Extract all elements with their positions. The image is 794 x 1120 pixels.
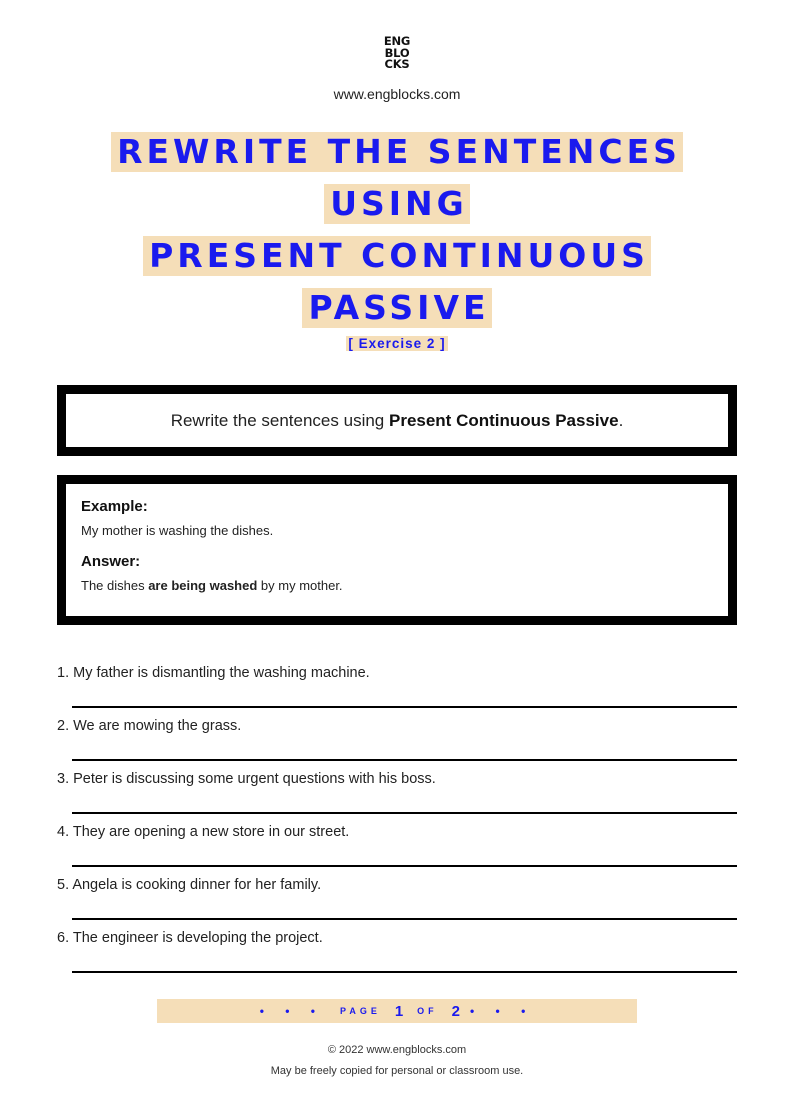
example-label: Example: [81,498,148,515]
pager-of-word: OF [417,1006,438,1016]
title-line-2: USING [324,184,470,224]
question-1: 1. My father is dismantling the washing machine. [57,665,370,681]
pager-dots-left: • • • [259,1004,324,1018]
answer-line-4[interactable] [72,865,737,867]
question-6: 6. The engineer is developing the project. [57,930,323,946]
logo-line-2: BLO [384,45,410,60]
example-box [57,475,737,625]
pager-dots-right: • • • [470,1004,535,1018]
instruction-suffix: . [618,410,624,430]
instruction-text [171,411,624,431]
example-text: My mother is washing the dishes. [81,523,274,538]
question-2: 2. We are mowing the grass. [57,718,242,734]
answer-bold: are being washed [148,578,258,593]
page-title [0,132,794,340]
question-4: 4. They are opening a new store in our street. [57,824,350,840]
title-line-1: REWRITE THE SENTENCES [111,132,683,172]
question-3: 3. Peter is discussing some urgent questions with his boss. [57,771,436,787]
logo-line-1: ENG [383,34,411,48]
logo-line-3: CKS [384,57,410,71]
page-indicator [157,999,637,1023]
answer-suffix: by my mother. [257,578,343,593]
answer-text [81,578,713,593]
site-url: www.engblocks.com [333,86,461,102]
answer-label: Answer: [81,553,141,570]
exercise-label: [ Exercise 2 ] [348,336,446,351]
answer-prefix: The dishes [81,578,149,593]
exercise-label-wrap [0,335,794,353]
title-line-3: PRESENT CONTINUOUS [143,236,651,276]
answer-line-6[interactable] [72,971,737,973]
pager-page-word: PAGE [339,1006,381,1016]
answer-line-5[interactable] [72,918,737,920]
pager-current: 1 [394,1002,404,1020]
instruction-box [57,385,737,456]
question-5: 5. Angela is cooking dinner for her family. [57,877,322,893]
title-line-4: PASSIVE [302,288,491,328]
copy-note: May be freely copied for personal or classroom use. [270,1065,524,1077]
instruction-bold: Present Continuous Passive [388,410,619,430]
copyright: © 2022 www.engblocks.com [327,1044,467,1056]
answer-line-1[interactable] [72,706,737,708]
instruction-prefix: Rewrite the sentences using [170,410,389,430]
answer-line-3[interactable] [72,812,737,814]
pager-total: 2 [451,1002,461,1020]
answer-line-2[interactable] [72,759,737,761]
logo [0,36,794,71]
